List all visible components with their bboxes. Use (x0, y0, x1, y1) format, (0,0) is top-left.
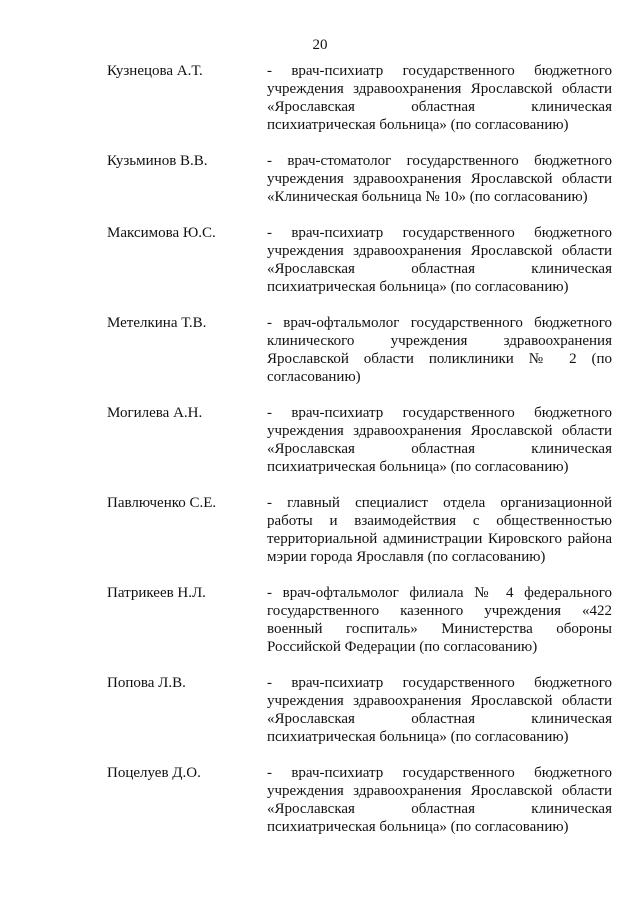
list-item (107, 584, 615, 656)
member-position: - врач-психиатр государственного бюджетного учреждения здравоохранения Ярославской области «Ярославская областная клиническая психиатрическая больница» (по согласованию) (267, 405, 612, 475)
member-position: - врач-офтальмолог филиала № 4 федерального государственного казенного учреждения «422 военный госпиталь» Министерства обороны Российской Федерации (по согласованию) (267, 585, 612, 655)
member-name: Метелкина Т.В. (107, 315, 207, 331)
member-position: - врач-психиатр государственного бюджетного учреждения здравоохранения Ярославской области «Ярославская областная клиническая психиатрическая больница» (по согласованию) (267, 225, 612, 295)
member-name: Максимова Ю.С. (107, 225, 216, 241)
list-item (107, 494, 615, 566)
member-name: Кузнецова А.Т. (107, 63, 203, 79)
member-name: Поцелуев Д.О. (107, 765, 201, 781)
member-list (107, 62, 615, 854)
member-position: - врач-офтальмолог государственного бюджетного клинического учреждения здравоохранения Ярославской области поликлиники № 2 (по согласованию) (267, 315, 612, 385)
list-item (107, 152, 615, 206)
list-item (107, 224, 615, 296)
member-name: Попова Л.В. (107, 675, 186, 691)
list-item (107, 674, 615, 746)
member-position: - врач-психиатр государственного бюджетного учреждения здравоохранения Ярославской области «Ярославская областная клиническая психиатрическая больница» (по согласованию) (267, 765, 612, 835)
member-name: Кузьминов В.В. (107, 153, 208, 169)
member-position: - врач-психиатр государственного бюджетного учреждения здравоохранения Ярославской области «Ярославская областная клиническая психиатрическая больница» (по согласованию) (267, 675, 612, 745)
member-position: - главный специалист отдела организационной работы и взаимодействия с общественностью территориальной администрации Кировского района мэрии города Ярославля (по согласованию) (267, 495, 612, 565)
list-item (107, 62, 615, 134)
list-item (107, 314, 615, 386)
list-item (107, 764, 615, 836)
member-name: Патрикеев Н.Л. (107, 585, 206, 601)
member-name: Павлюченко С.Е. (107, 495, 217, 511)
page-number: 20 (312, 37, 328, 53)
member-name: Могилева А.Н. (107, 405, 203, 421)
list-item (107, 404, 615, 476)
member-position: - врач-стоматолог государственного бюджетного учреждения здравоохранения Ярославской области «Клиническая больница № 10» (по согласованию) (267, 153, 612, 205)
member-position: - врач-психиатр государственного бюджетного учреждения здравоохранения Ярославской области «Ярославская областная клиническая психиатрическая больница» (по согласованию) (267, 63, 612, 133)
